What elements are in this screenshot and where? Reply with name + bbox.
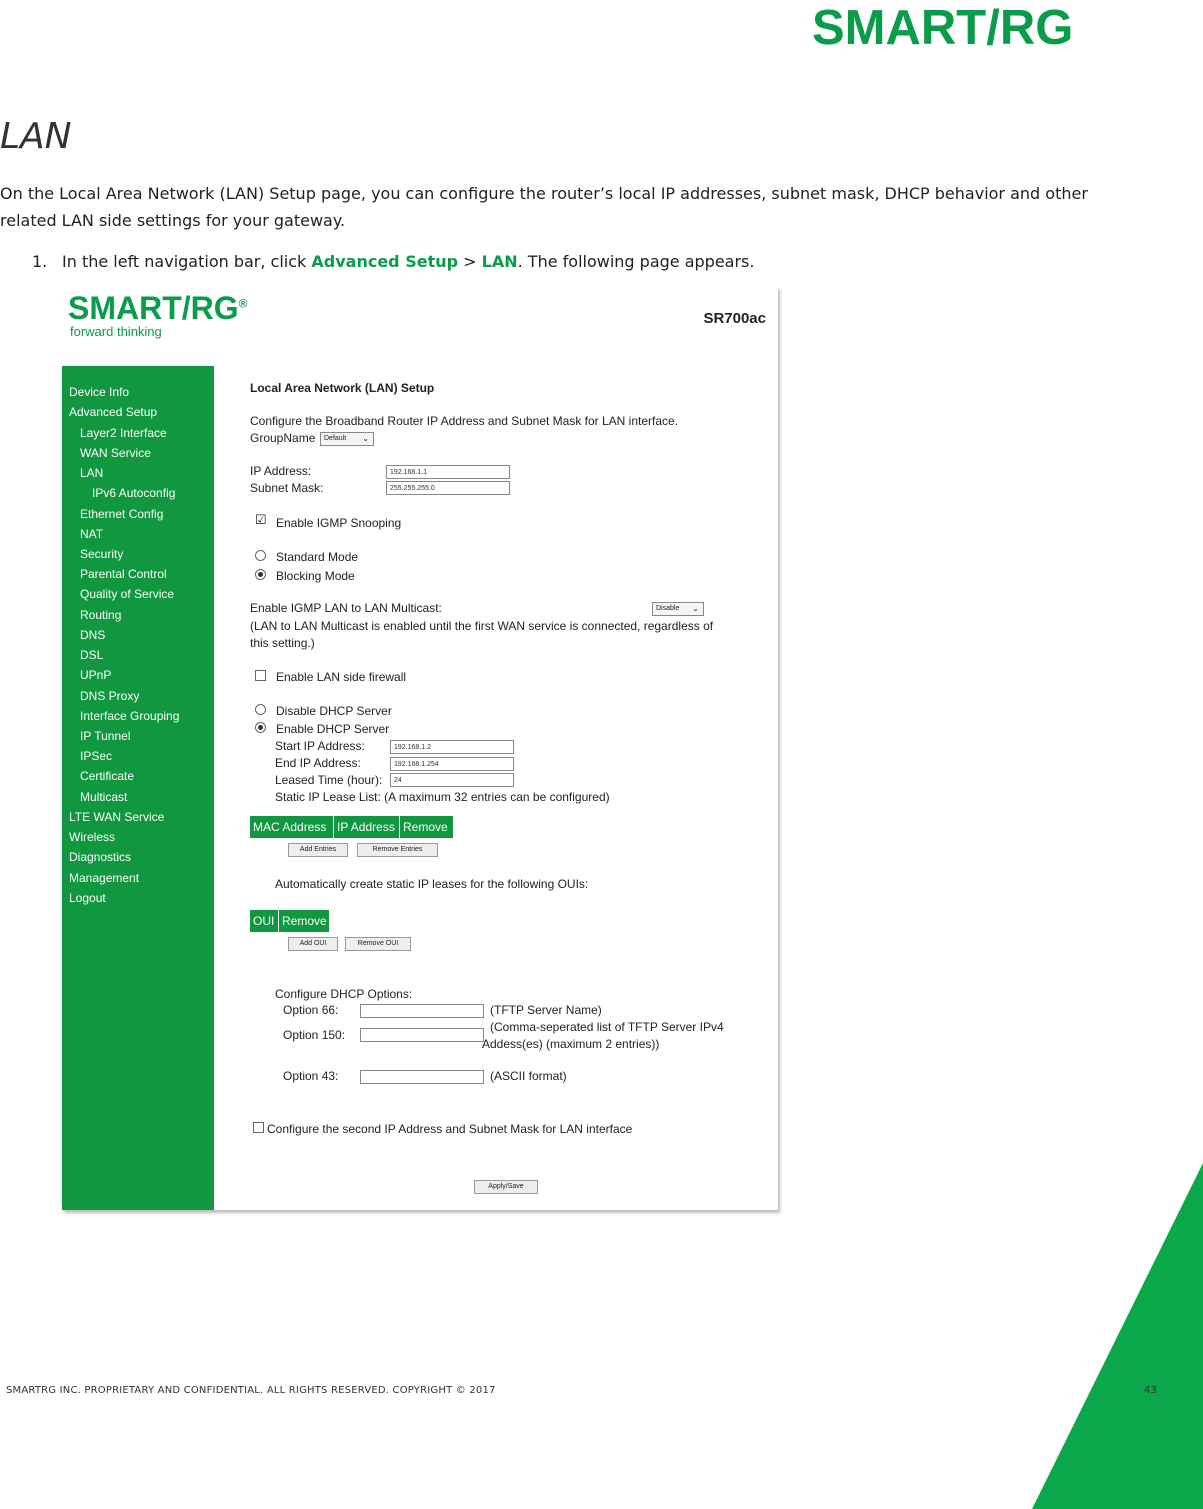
option43-input[interactable] xyxy=(360,1070,484,1084)
ip-address-label: IP Address: xyxy=(250,464,312,478)
igmp-snooping-label: Enable IGMP Snooping xyxy=(276,516,402,530)
igmp-snooping-checkbox[interactable]: ☑ xyxy=(255,512,267,527)
nav-wan-service[interactable]: WAN Service xyxy=(80,446,151,460)
oui-text: Automatically create static IP leases for the following OUIs: xyxy=(275,877,589,891)
option150-label: Option 150: xyxy=(283,1028,346,1042)
end-ip-input[interactable]: 192.168.1.254 xyxy=(390,757,514,771)
intro-paragraph: On the Local Area Network (LAN) Setup page, you can configure the router’s local IP addresses, subnet mask, DHCP behavior and other related LAN side settings for your gateway. xyxy=(0,184,1088,230)
ip-address-input[interactable]: 192.168.1.1 xyxy=(386,465,510,479)
second-ip-checkbox[interactable] xyxy=(253,1122,264,1133)
multicast-note-line1: (LAN to LAN Multicast is enabled until the first WAN service is connected, regardless of xyxy=(250,619,714,633)
screenshot-logo: SMART/RG® xyxy=(68,290,248,326)
remove-oui-button[interactable]: Remove OUI xyxy=(345,937,411,951)
nav-ethernet-config[interactable]: Ethernet Config xyxy=(80,507,164,521)
lease-header-ip: IP Address xyxy=(334,816,400,838)
nav-dsl[interactable]: DSL xyxy=(80,648,104,662)
nav-wireless[interactable]: Wireless xyxy=(69,830,116,844)
step-separator: > xyxy=(458,252,482,271)
remove-entries-button[interactable]: Remove Entries xyxy=(357,843,438,857)
nav-management[interactable]: Management xyxy=(69,871,140,885)
nav-diagnostics[interactable]: Diagnostics xyxy=(69,850,132,864)
brand-logo: SMART/RG xyxy=(812,1,1074,55)
nav-layer2-interface[interactable]: Layer2 Interface xyxy=(80,426,167,440)
add-entries-button[interactable]: Add Entries xyxy=(288,843,348,857)
nav-lte-wan-service[interactable]: LTE WAN Service xyxy=(69,810,165,824)
copyright-footer: SMARTRG INC. PROPRIETARY AND CONFIDENTIAL. ALL RIGHTS RESERVED. COPYRIGHT © 2017 xyxy=(6,1385,496,1396)
step-1 xyxy=(32,252,754,271)
registered-mark: ® xyxy=(238,296,248,311)
lease-time-input[interactable]: 24 xyxy=(390,773,514,787)
configure-text: Configure the Broadband Router IP Address and Subnet Mask for LAN interface. xyxy=(250,414,679,428)
start-ip-label: Start IP Address: xyxy=(275,739,365,753)
advanced-setup-link[interactable]: Advanced Setup xyxy=(311,252,459,271)
multicast-note-line2: this setting.) xyxy=(250,636,315,650)
end-ip-label: End IP Address: xyxy=(275,756,361,770)
nav-routing[interactable]: Routing xyxy=(80,608,122,622)
disable-dhcp-label: Disable DHCP Server xyxy=(276,704,392,718)
step-suffix: . The following page appears. xyxy=(517,252,755,271)
section-heading: Local Area Network (LAN) Setup xyxy=(250,381,435,395)
nav-ipsec[interactable]: IPSec xyxy=(80,749,113,763)
page-title: LAN xyxy=(0,116,72,157)
start-ip-input[interactable]: 192.168.1.2 xyxy=(390,740,514,754)
option66-label: Option 66: xyxy=(283,1003,339,1017)
nav-upnp[interactable]: UPnP xyxy=(80,668,112,682)
standard-mode-radio[interactable] xyxy=(255,550,266,561)
left-navigation xyxy=(62,366,214,1210)
blocking-mode-radio[interactable] xyxy=(255,569,266,580)
oui-remove-header: Remove xyxy=(279,910,330,932)
apply-save-button[interactable]: Apply/Save xyxy=(474,1180,538,1194)
nav-advanced-setup[interactable]: Advanced Setup xyxy=(69,405,158,419)
screenshot-tagline: forward thinking xyxy=(70,324,162,339)
group-name-select[interactable]: Default ⌄ xyxy=(320,432,374,446)
step-prefix: In the left navigation bar, click xyxy=(62,252,312,271)
lease-time-label: Leased Time (hour): xyxy=(275,773,383,787)
standard-mode-label: Standard Mode xyxy=(276,550,359,564)
oui-header: OUI xyxy=(250,910,279,932)
nav-device-info[interactable]: Device Info xyxy=(69,385,130,399)
lan-link[interactable]: LAN xyxy=(481,252,518,271)
nav-logout[interactable]: Logout xyxy=(69,891,106,905)
group-name-label: GroupName xyxy=(250,431,316,445)
step-number: 1. xyxy=(32,252,48,271)
multicast-select[interactable]: Disable ⌄ xyxy=(652,602,704,616)
option66-note: (TFTP Server Name) xyxy=(490,1003,602,1017)
lease-header-remove: Remove xyxy=(400,816,454,838)
blocking-mode-label: Blocking Mode xyxy=(276,569,355,583)
add-oui-button[interactable]: Add OUI xyxy=(288,937,338,951)
nav-interface-grouping[interactable]: Interface Grouping xyxy=(80,709,180,723)
multicast-label: Enable IGMP LAN to LAN Multicast: xyxy=(250,601,442,615)
enable-dhcp-radio[interactable] xyxy=(255,722,266,733)
option66-input[interactable] xyxy=(360,1004,484,1018)
subnet-mask-label: Subnet Mask: xyxy=(250,481,324,495)
nav-multicast[interactable]: Multicast xyxy=(80,790,128,804)
dhcp-options-label: Configure DHCP Options: xyxy=(275,987,413,1001)
nav-dns[interactable]: DNS xyxy=(80,628,106,642)
enable-dhcp-label: Enable DHCP Server xyxy=(276,722,390,736)
lan-firewall-label: Enable LAN side firewall xyxy=(276,670,407,684)
chevron-down-icon: ⌄ xyxy=(692,604,699,613)
nav-lan[interactable]: LAN xyxy=(80,466,104,480)
nav-dns-proxy[interactable]: DNS Proxy xyxy=(80,689,140,703)
nav-nat[interactable]: NAT xyxy=(80,527,104,541)
nav-ip-tunnel[interactable]: IP Tunnel xyxy=(80,729,131,743)
nav-parental-control[interactable]: Parental Control xyxy=(80,567,167,581)
option150-note-line1: (Comma-seperated list of TFTP Server IPv4 xyxy=(490,1020,724,1034)
lease-header-mac: MAC Address xyxy=(250,816,334,838)
nav-certificate[interactable]: Certificate xyxy=(80,769,135,783)
chevron-down-icon: ⌄ xyxy=(362,434,369,443)
nav-security[interactable]: Security xyxy=(80,547,124,561)
second-ip-label: Configure the second IP Address and Subnet Mask for LAN interface xyxy=(267,1122,633,1136)
nav-ipv6-autoconfig[interactable]: IPv6 Autoconfig xyxy=(92,486,176,500)
disable-dhcp-radio[interactable] xyxy=(255,704,266,715)
option150-input[interactable] xyxy=(360,1028,484,1042)
option43-note: (ASCII format) xyxy=(490,1069,567,1083)
static-lease-label: Static IP Lease List: (A maximum 32 entries can be configured) xyxy=(275,790,610,804)
option150-note-line2: Addess(es) (maximum 2 entries)) xyxy=(482,1037,660,1051)
nav-quality-of-service[interactable]: Quality of Service xyxy=(80,587,175,601)
subnet-mask-input[interactable]: 255.255.255.0 xyxy=(386,481,510,495)
model-name: SR700ac xyxy=(703,310,766,327)
option43-label: Option 43: xyxy=(283,1069,339,1083)
lan-setup-screenshot xyxy=(62,286,778,1210)
page-number: 43 xyxy=(1144,1385,1157,1396)
lan-firewall-checkbox[interactable] xyxy=(255,670,266,681)
